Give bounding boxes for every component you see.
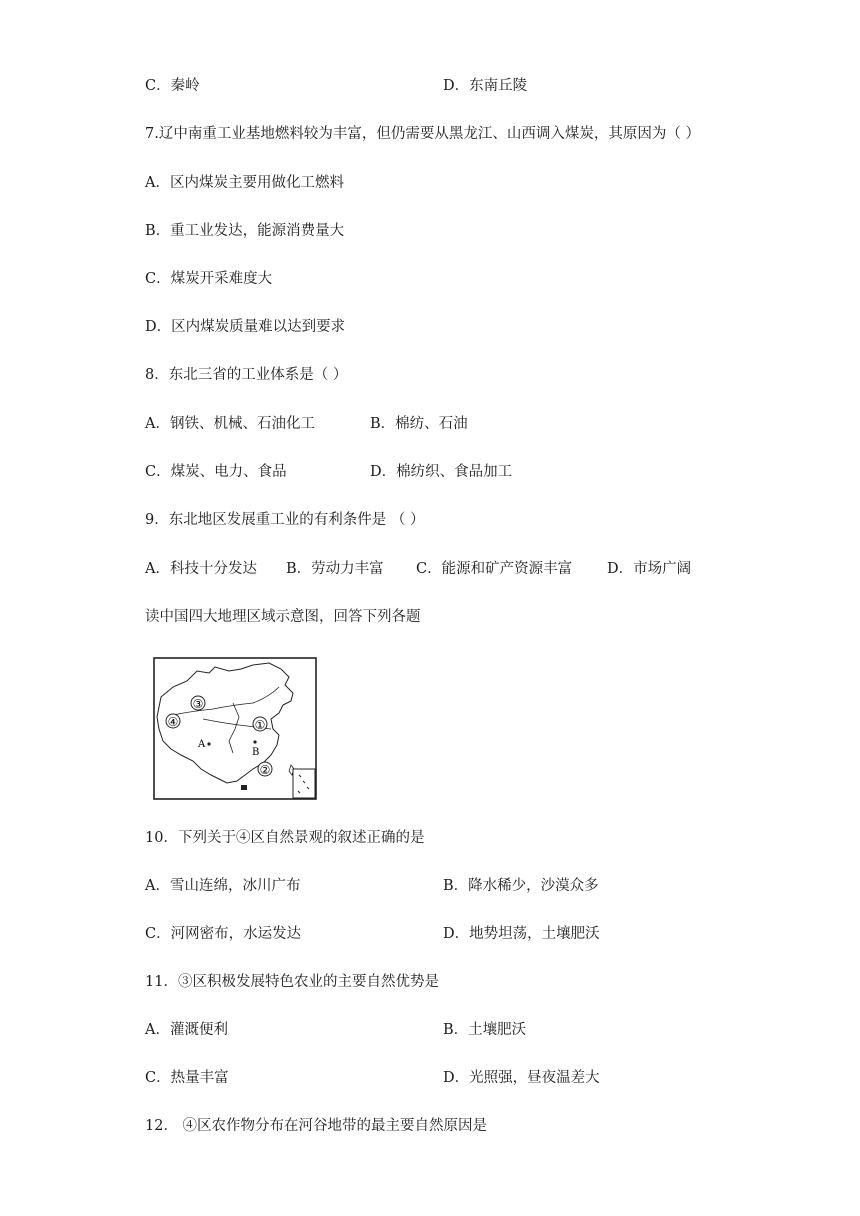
q7-option-a: A．区内煤炭主要用做化工燃料: [145, 175, 344, 191]
q9-option-d: D．市场广阔: [607, 561, 692, 577]
q8-option-d: D．棉纺织、食品加工: [370, 464, 513, 480]
q8-option-c: C．煤炭、电力、食品: [145, 464, 287, 480]
q6-option-c: C．秦岭: [145, 78, 200, 94]
q9-option-a: A．科技十分发达: [145, 561, 257, 577]
q7-option-c: C．煤炭开采难度大: [145, 271, 273, 287]
q10-option-a: A．雪山连绵，冰川广布: [145, 878, 301, 894]
q11-option-d: D．光照强，昼夜温差大: [443, 1070, 600, 1086]
q8-stem: 8．东北三省的工业体系是（ ）: [145, 367, 348, 383]
region-3-label: ③: [192, 697, 204, 711]
q10-stem: 10．下列关于④区自然景观的叙述正确的是: [145, 830, 425, 846]
q9-stem: 9．东北地区发展重工业的有利条件是 （ ）: [145, 512, 425, 528]
q8-option-a: A．钢铁、机械、石油化工: [145, 416, 315, 432]
hainan-island: [241, 785, 247, 790]
china-regions-map: [153, 657, 317, 800]
q11-option-c: C．热量丰富: [145, 1070, 229, 1086]
point-a-label: A: [198, 739, 206, 750]
map-intro: 读中国四大地理区域示意图，回答下列各题: [145, 609, 421, 625]
q9-option-c: C．能源和矿产资源丰富: [416, 561, 573, 577]
region-4-label: ④: [167, 715, 179, 729]
q10-option-b: B．降水稀少，沙漠众多: [443, 878, 599, 894]
q9-option-b: B．劳动力丰富: [286, 561, 384, 577]
q7-stem: 7.辽中南重工业基地燃料较为丰富，但仍需要从黑龙江、山西调入煤炭，其原因为（ ）: [145, 126, 700, 142]
point-b-dot: [253, 740, 256, 743]
q10-option-c: C．河网密布，水运发达: [145, 926, 302, 942]
q8-option-b: B．棉纺、石油: [370, 416, 468, 432]
q12-stem: 12． ④区农作物分布在河谷地带的最主要自然原因是: [145, 1118, 488, 1134]
map-figure: [153, 657, 317, 800]
point-a-dot: [207, 742, 210, 745]
region-1-label: ①: [254, 718, 266, 732]
q7-option-d: D．区内煤炭质量难以达到要求: [145, 319, 346, 335]
point-b-label: B: [252, 747, 260, 758]
q7-option-b: B．重工业发达，能源消费量大: [145, 223, 345, 239]
q6-option-d: D．东南丘陵: [443, 78, 528, 94]
q10-option-d: D．地势坦荡，土壤肥沃: [443, 926, 600, 942]
region-2-label: ②: [259, 763, 271, 777]
q11-stem: 11．③区积极发展特色农业的主要自然优势是: [145, 974, 439, 990]
q11-option-a: A．灌溉便利: [145, 1022, 228, 1038]
q11-option-b: B．土壤肥沃: [443, 1022, 527, 1038]
inset-south-sea-frame: [293, 769, 315, 798]
